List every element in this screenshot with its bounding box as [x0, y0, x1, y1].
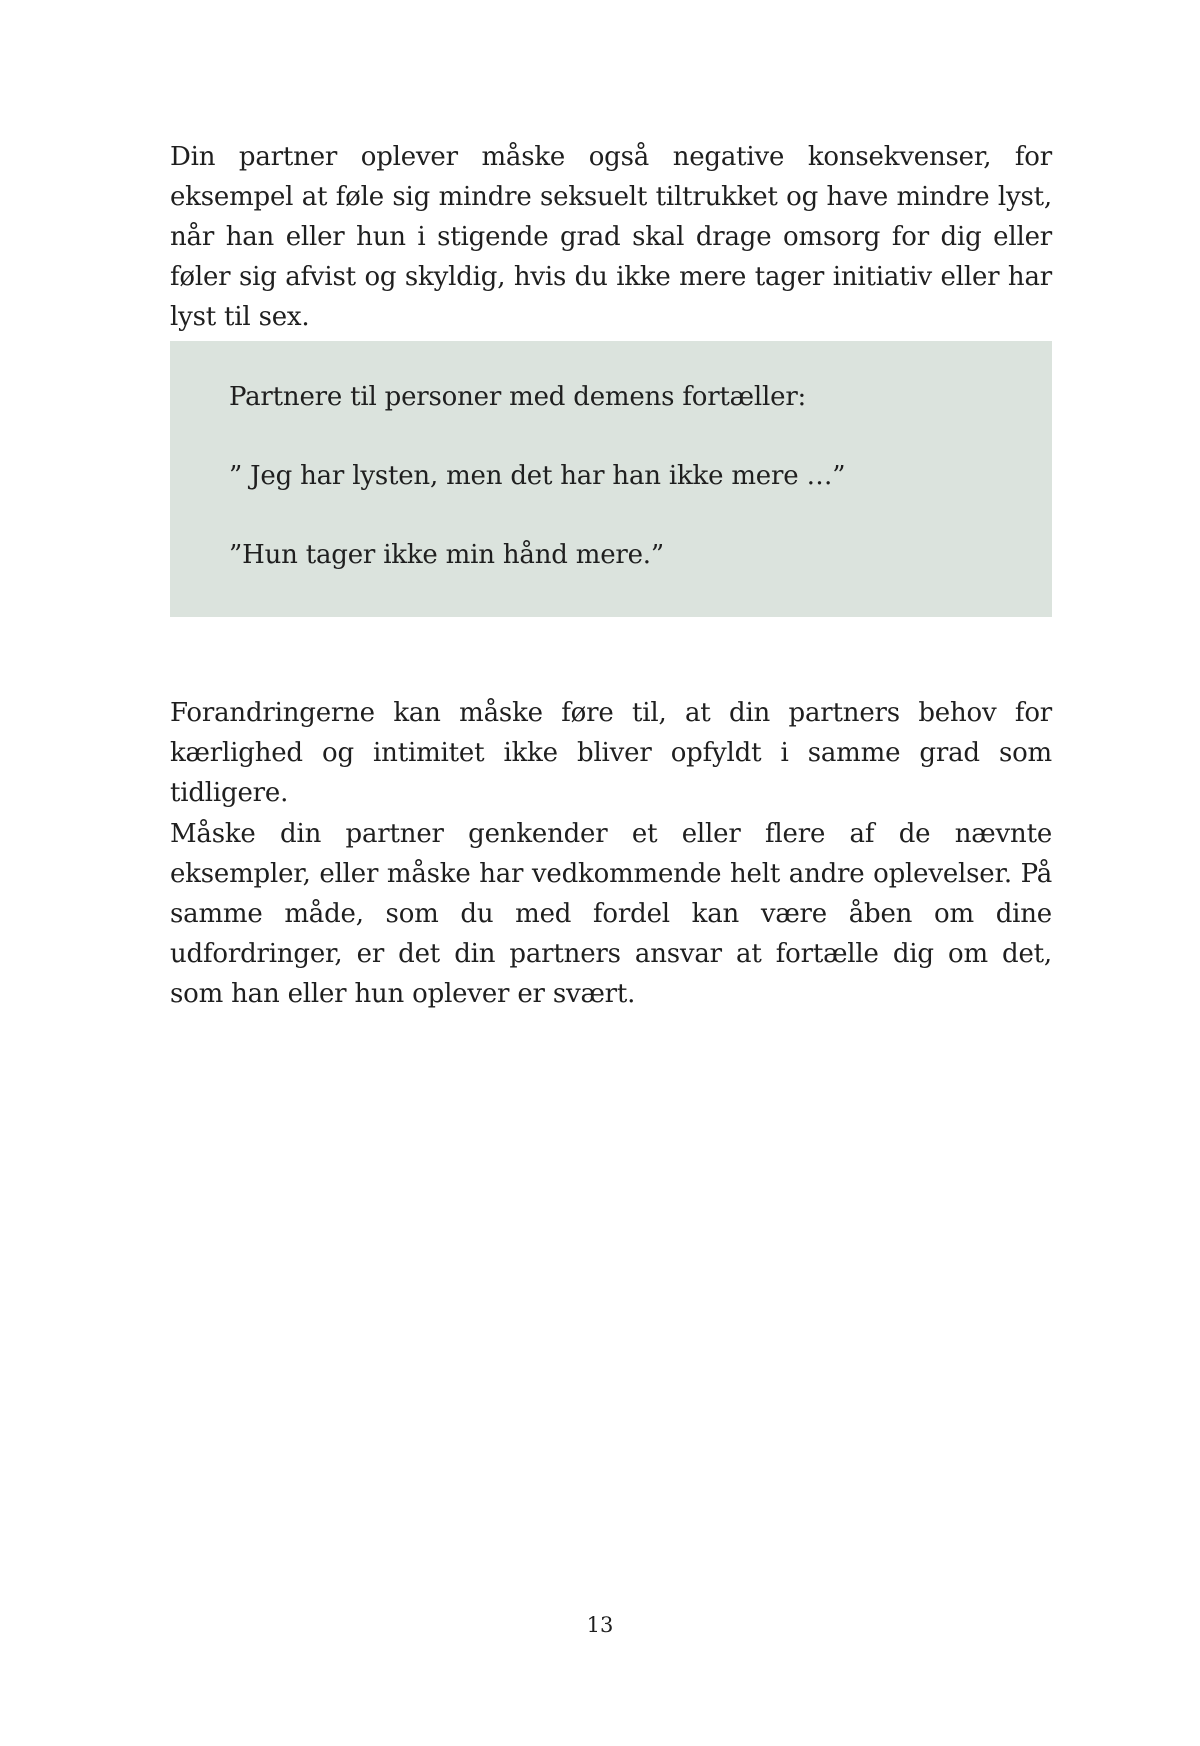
paragraph-partner-recognition: Måske din partner genkender et eller flere af de nævnte eksempler, eller måske har vedkommende helt andre oplevelser. På samme måde, som du med fordel kan være åben om dine udfordringer, er det din partners ansvar at fortælle dig om det, som han eller hun oplever er svært. — [170, 819, 1052, 1009]
quote-box — [170, 341, 1052, 617]
quote-line: ” Jeg har lysten, men det har han ikke mere …” — [229, 461, 846, 491]
paragraph-partner-consequences: Din partner oplever måske også negative konsekvenser, for eksempel at føle sig mindre seksuelt tiltrukket og have mindre lyst, når han eller hun i stigende grad skal drage omsorg for dig eller føler sig afvist og skyldig, hvis du ikke mere tager initiativ eller har lyst til sex. — [170, 142, 1052, 332]
quote-box-intro: Partnere til personer med demens fortæller: — [229, 382, 807, 412]
paragraph-changes: Forandringerne kan måske føre til, at din partners behov for kærlighed og intimitet ikke bliver opfyldt i samme grad som tidligere. — [170, 698, 1052, 808]
quote-line: ”Hun tager ikke min hånd mere.” — [229, 540, 664, 570]
page-number: 13 — [586, 1613, 614, 1637]
